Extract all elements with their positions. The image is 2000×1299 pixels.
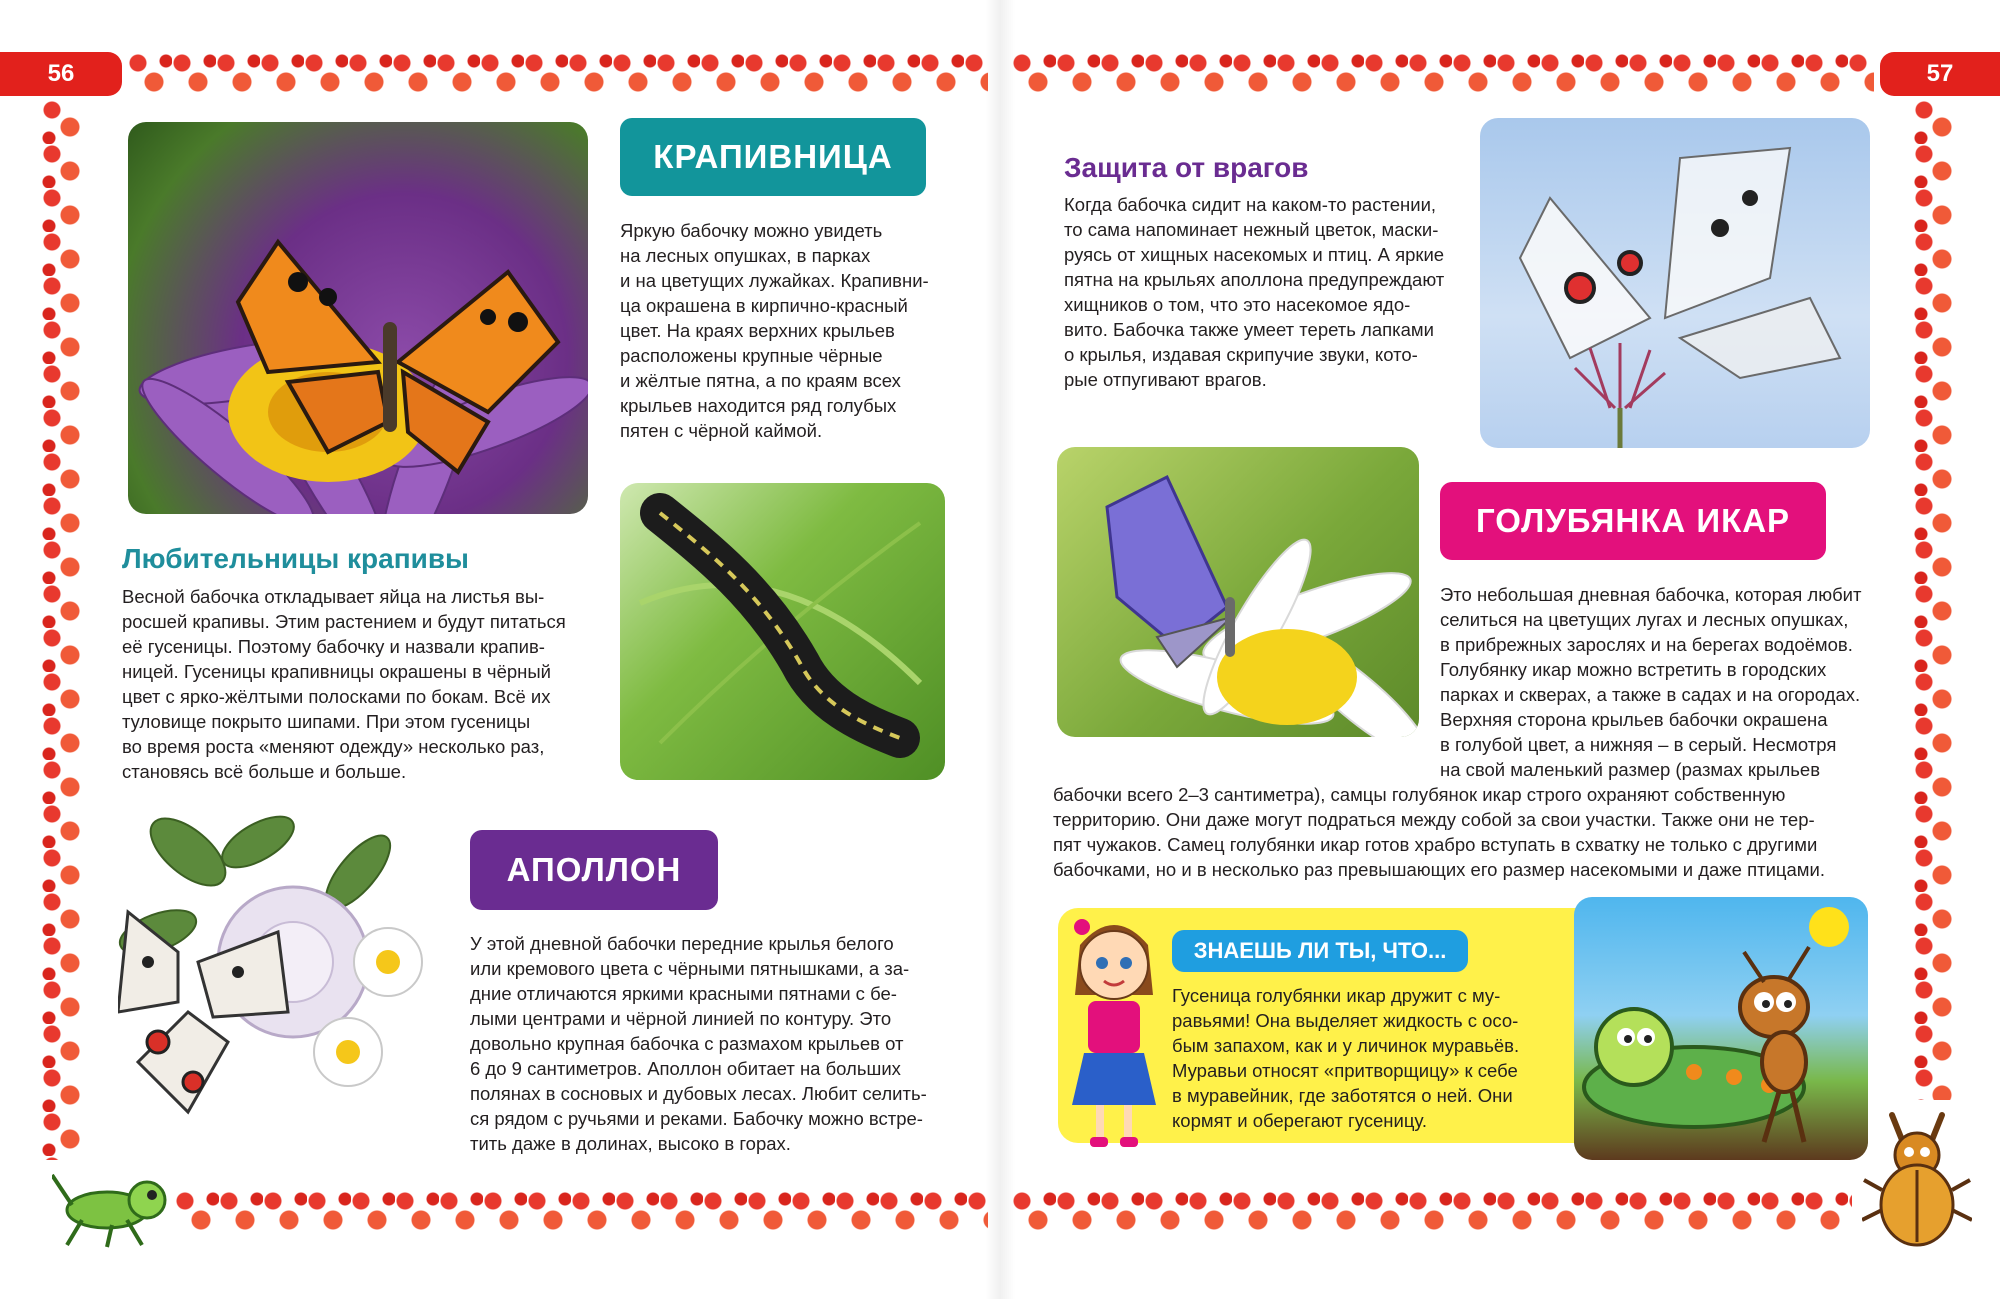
apollo-illustration bbox=[118, 812, 463, 1142]
krapivnitsa-heading: КРАПИВНИЦА bbox=[620, 118, 926, 196]
bottom-dot-border-right bbox=[1012, 1190, 1852, 1234]
grasshopper-icon bbox=[52, 1165, 172, 1249]
left-dot-border bbox=[40, 100, 84, 1160]
defense-text: Когда бабочка сидит на каком-то растении, то сама напоминает нежный цветок, маски- руясь от хищных насекомых и птиц. А яркие пятна на крыльях аполлона предупреждают хищников о том, что это насекомое ядо- вито. Бабочка также умеет тереть лапками о крылья, издавая скрипучие звуки, кото- рые отпугивают врагов. bbox=[1064, 194, 1445, 390]
beetle-icon bbox=[1862, 1110, 1972, 1250]
top-dot-border-right bbox=[1012, 52, 1874, 96]
page-number-left: 56 bbox=[0, 52, 122, 96]
page-number-right: 57 bbox=[1880, 52, 2000, 96]
apollo-butterfly-photo bbox=[1480, 118, 1870, 448]
caterpillar-ant-illustration bbox=[1574, 897, 1868, 1160]
ikar-text-narrow: Это небольшая дневная бабочка, которая любит селиться на цветущих лугах и лесных опушках, в прибрежных зарослях и на берегах водоёмов. Голубянку икар можно встретить в городских парках и скверах, а также в садах и на огородах. Верхняя сторона крыльев бабочки окрашена в голубой цвет, а нижняя – в серый. Несмотря на свой маленький размер (размах крыльев bbox=[1440, 584, 1862, 780]
did-you-know-text: Гусеница голубянки икар дружит с му- равьями! Она выделяет жидкость с осо- бым запахом, как и у личинок муравьёв. Муравьи относят «притворщицу» к себе в муравейник, где заботятся о ней. Они кормят и оберегают гусеницу. bbox=[1172, 985, 1520, 1131]
lovers-text: Весной бабочка откладывает яйца на листья вы- росшей крапивы. Этим растением и будут питаться её гусеницы. Поэтому бабочку и назвали крапив- ницей. Гусеницы крапивницы окрашены в чёрный цвет с ярко-жёлтыми полосками по бокам. Всё их туловище покрыто шипами. При этом гусеницы во время роста «меняют одежду» несколько раз, становясь всё больше и больше. bbox=[122, 586, 566, 782]
ikar-text-wide: бабочки всего 2–3 сантиметра), самцы голубянок икар строго охраняют собственную территорию. Они даже могут подраться между собой за свои участки. Также они не тер- пят чужаков. Самец голубянки икар готов храбро вступать в схватку не только с другими бабочками, но и в несколько раз превышающих его размер насекомыми и даже птицами. bbox=[1053, 784, 1826, 880]
apollon-text: У этой дневной бабочки передние крылья белого или кремового цвета с чёрными пятнышками, а за- дние отличаются яркими красными пятнами с бе- лыми центрами и чёрной линией по контуру. Это довольно крупная бабочка с размахом крыльев от 6 до 9 сантиметров. Аполлон обитает на больших полянах в сосновых и дубовых лесах. Любит селить- ся рядом с ручьями и реками. Бабочку можно встре- тить даже в долинах, высоко в горах. bbox=[470, 933, 927, 1154]
apollon-heading: АПОЛЛОН bbox=[470, 830, 718, 910]
top-dot-border-left bbox=[128, 52, 988, 96]
bottom-dot-border-left bbox=[175, 1190, 988, 1234]
krapivnitsa-text: Яркую бабочку можно увидеть на лесных опушках, в парках и на цветущих лужайках. Крапивни- ца окрашена в кирпично-красный цвет. На краях верхних крыльев расположены крупные чёрные и жёлтые пятна, а по краям всех крыльев находится ряд голубых пятен с чёрной каймой. bbox=[620, 220, 929, 441]
did-you-know-badge: ЗНАЕШЬ ЛИ ТЫ, ЧТО... bbox=[1172, 930, 1468, 972]
lovers-heading: Любительницы крапивы bbox=[122, 543, 469, 574]
book-spine bbox=[985, 0, 1015, 1299]
caterpillar-photo bbox=[620, 483, 945, 780]
right-dot-border bbox=[1912, 100, 1956, 1100]
defense-heading: Защита от врагов bbox=[1064, 152, 1309, 183]
ikar-heading: ГОЛУБЯНКА ИКАР bbox=[1440, 482, 1826, 560]
girl-illustration bbox=[1058, 905, 1170, 1150]
tortoiseshell-butterfly-photo bbox=[128, 122, 588, 514]
common-blue-butterfly-photo bbox=[1057, 447, 1419, 737]
